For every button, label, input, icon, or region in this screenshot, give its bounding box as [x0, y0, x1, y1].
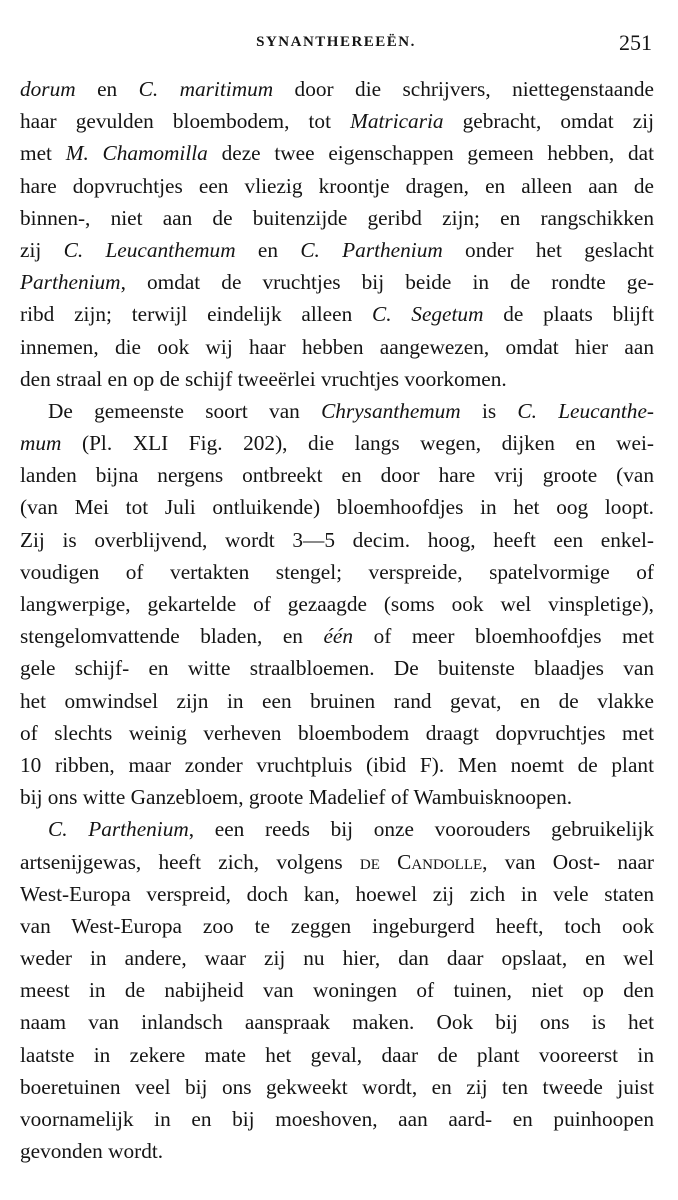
text-line: [20, 105, 654, 137]
text-span: en: [235, 237, 301, 262]
text-span: of slechts weinig verheven bloembodem draagt dopvruchtjes met: [20, 720, 654, 745]
italic-span: Chrysanthemum: [321, 398, 461, 423]
text-span: binnen-, niet aan de buitenzijde geribd zijn; en rangschikken: [20, 205, 654, 230]
text-line: [20, 363, 654, 395]
page-number: 251: [619, 30, 652, 55]
text-line: [20, 137, 654, 169]
text-line: [20, 1006, 654, 1038]
text-span: is: [460, 398, 518, 423]
italic-span: dorum: [20, 77, 76, 101]
text-span: gevonden wordt.: [20, 1139, 164, 1164]
text-line: [20, 878, 654, 910]
text-span: of meer bloemhoofdjes met: [353, 624, 654, 649]
text-span: langwerpige, gekartelde of gezaagde (soms ook wel vinspletige),: [20, 592, 654, 616]
italic-span: C. maritimum: [138, 77, 274, 101]
text-span: voornamelijk in en bij moeshoven, aan aard- en puinhoopen: [20, 1107, 654, 1131]
text-line: [20, 234, 654, 266]
text-line: [20, 170, 654, 202]
text-line: [20, 652, 654, 684]
text-line: [20, 974, 654, 1006]
text-span: innemen, die ook wij haar hebben aangewezen, omdat hier aan: [20, 334, 654, 359]
text-line: [20, 1039, 654, 1071]
text-span: boeretuinen veel bij ons gekweekt wordt, en zij ten tweede juist: [20, 1074, 654, 1099]
text-line: [20, 266, 654, 298]
text-span: hare dopvruchtjes een vliezig kroontje dragen, en alleen aan de: [20, 173, 654, 198]
italic-span: C. Segetum: [372, 302, 484, 327]
text-line: [20, 717, 654, 749]
text-span: , van Oost- naar: [482, 849, 654, 874]
text-line: [20, 331, 654, 363]
italic-span: C. Leucanthemum: [63, 237, 236, 262]
text-span: het omwindsel zijn in een bruinen rand gevat, en de vlakke: [20, 688, 654, 713]
italic-span: Parthenium: [20, 270, 121, 295]
text-line: [20, 395, 654, 427]
italic-span: Matricaria: [350, 109, 444, 134]
text-line: [20, 620, 654, 652]
text-span: Zij is overblijvend, wordt 3—5 decim. hoog, heeft een enkel-: [20, 527, 654, 552]
small-caps-name: de Candolle: [359, 849, 483, 874]
text-line: [20, 524, 654, 556]
text-span: meest in de nabijheid van woningen of tuinen, niet op den: [20, 978, 654, 1003]
text-span: met: [20, 141, 66, 166]
text-span: voudigen of vertakten stengel; verspreide, spatelvormige of: [20, 559, 654, 584]
italic-span: M. Chamomilla: [65, 141, 208, 166]
text-span: artsenijgewas, heeft zich, volgens: [20, 849, 360, 874]
text-span: West-Europa verspreid, doch kan, hoewel zij zich in vele staten: [20, 881, 654, 906]
page-header: [20, 30, 652, 58]
text-line: [20, 942, 654, 974]
text-line: [20, 1135, 654, 1167]
text-line: [20, 491, 654, 523]
text-line: [20, 813, 654, 845]
text-span: weder in andere, waar zij nu hier, dan daar opslaat, en wel: [20, 946, 654, 971]
italic-span: mum: [20, 431, 62, 456]
text-span: De gemeenste soort van: [48, 398, 322, 423]
text-line: [20, 781, 654, 813]
body-text: [20, 73, 654, 1167]
text-span: de plaats blijft: [483, 302, 654, 327]
text-span: naam van inlandsch aanspraak maken. Ook bij ons is het: [20, 1010, 654, 1035]
text-span: 10 ribben, maar zonder vruchtpluis (ibid F). Men noemt de plant: [20, 752, 654, 777]
text-line: [20, 749, 654, 781]
text-span: door die schrijvers, niettegenstaande: [273, 77, 655, 101]
text-line: [20, 685, 654, 717]
italic-span: één: [323, 624, 354, 649]
text-span: laatste in zekere mate het geval, daar de plant vooreerst in: [20, 1042, 654, 1067]
text-span: stengelomvattende bladen, en: [20, 624, 324, 649]
text-line: [20, 73, 654, 105]
text-span: deze twee eigenschappen gemeen hebben, dat: [207, 141, 655, 166]
text-line: [20, 202, 654, 234]
text-span: landen bijna nergens ontbreekt en door hare vrij groote (van: [20, 463, 654, 488]
text-line: [20, 910, 654, 942]
text-line: [20, 427, 654, 459]
italic-span: C. Parthenium: [48, 817, 189, 842]
text-line: [20, 556, 654, 588]
running-head: SYNANTHEREEËN.: [256, 34, 416, 50]
text-span: , omdat de vruchtjes bij beide in de rondte ge-: [120, 270, 654, 295]
text-line: [20, 588, 654, 620]
text-span: gebracht, omdat zij: [443, 109, 654, 134]
text-span: en: [75, 77, 139, 101]
text-span: , een reeds bij onze voorouders gebruikelijk: [188, 817, 654, 842]
italic-span: C. Leucanthe-: [517, 398, 654, 423]
text-span: zij: [20, 237, 64, 262]
text-span: ribd zijn; terwijl eindelijk alleen: [20, 302, 372, 327]
text-span: den straal en op de schijf tweeërlei vruchtjes voorkomen.: [20, 366, 507, 391]
text-line: [20, 1071, 654, 1103]
italic-span: C. Parthenium: [300, 237, 443, 262]
text-span: van West-Europa zoo te zeggen ingeburgerd heeft, toch ook: [20, 913, 654, 938]
text-line: [20, 459, 654, 491]
text-span: onder het geslacht: [442, 237, 654, 262]
text-span: bij ons witte Ganzebloem, groote Madelief of Wambuisknoopen.: [20, 785, 573, 810]
text-span: (Pl. XLI Fig. 202), die langs wegen, dijken en wei-: [61, 431, 654, 456]
text-span: gele schijf- en witte straalbloemen. De buitenste blaadjes van: [20, 656, 654, 681]
text-line: [20, 846, 654, 878]
text-line: [20, 298, 654, 330]
text-span: haar gevulden bloembodem, tot: [20, 109, 351, 134]
text-span: (van Mei tot Juli ontluikende) bloemhoofdjes in het oog loopt.: [20, 495, 654, 520]
text-line: [20, 1103, 654, 1135]
